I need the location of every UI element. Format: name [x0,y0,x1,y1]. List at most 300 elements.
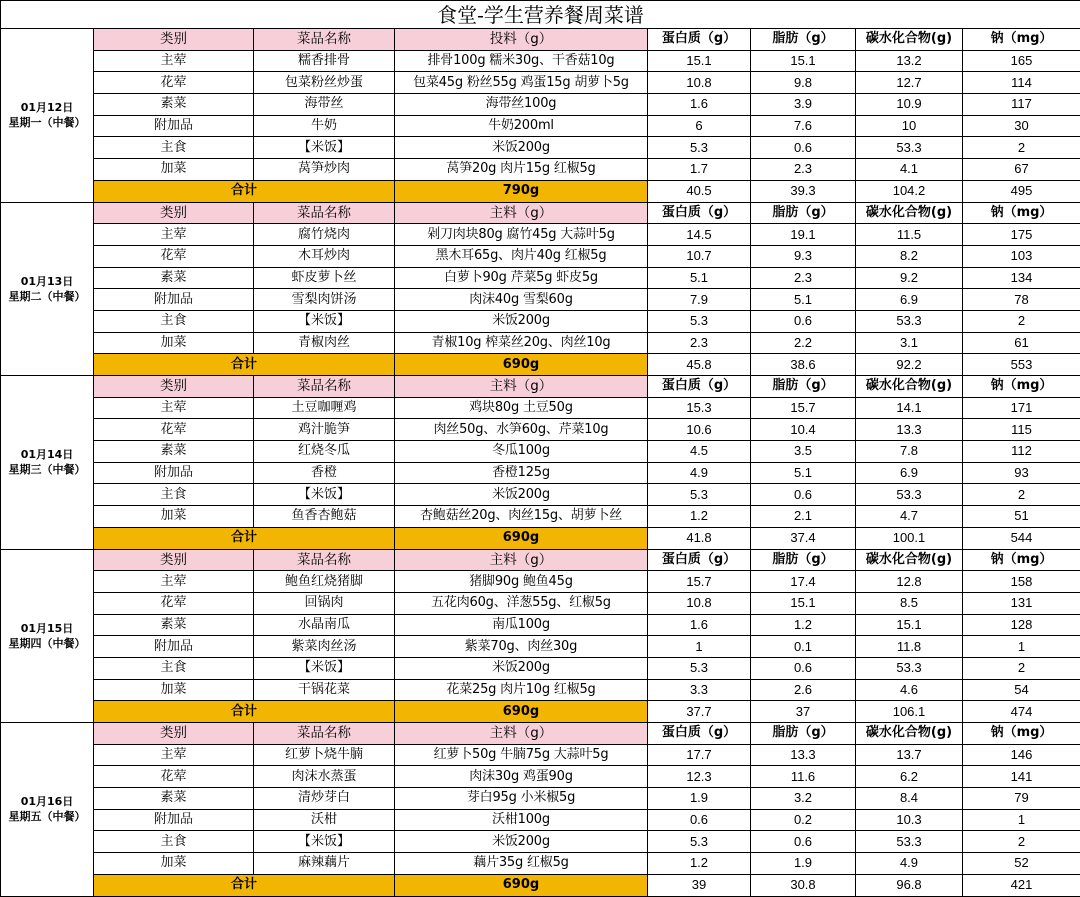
ingredients-cell: 紫菜70g、肉丝30g [395,636,648,658]
protein-cell: 2.3 [648,332,751,354]
dish-name-cell: 雪梨肉饼汤 [254,289,395,311]
carbohydrate-cell: 7.8 [856,441,963,463]
fat-cell: 0.6 [751,831,856,853]
fat-cell: 0.6 [751,484,856,506]
category-cell: 附加品 [94,115,254,137]
fat-cell: 11.6 [751,766,856,788]
sodium-cell: 30 [963,115,1080,137]
total-weight-cell: 690g [395,874,648,896]
dish-name-cell: 牛奶 [254,115,395,137]
day-label-cell [1,549,94,723]
fat-cell: 3.5 [751,441,856,463]
category-cell: 主荤 [94,224,254,246]
sodium-cell: 115 [963,419,1080,441]
ingredients-cell: 红萝卜50g 牛腩75g 大蒜叶5g [395,744,648,766]
total-label-cell: 合计 [94,354,395,376]
sodium-cell: 103 [963,245,1080,267]
sodium-cell: 128 [963,614,1080,636]
carbohydrate-cell: 10.9 [856,94,963,116]
total-sodium-cell: 553 [963,354,1080,376]
dish-name-cell: 【米饭】 [254,137,395,159]
protein-cell: 4.5 [648,441,751,463]
total-sodium-cell: 544 [963,527,1080,549]
dish-name-cell: 麻辣藕片 [254,853,395,875]
ingredients-cell: 猪脚90g 鲍鱼45g [395,571,648,593]
category-cell: 素菜 [94,441,254,463]
total-fat-cell: 30.8 [751,874,856,896]
protein-cell: 10.6 [648,419,751,441]
fat-cell: 2.2 [751,332,856,354]
category-cell: 花荤 [94,766,254,788]
dish-row [1,441,1080,463]
ingredients-cell: 米饭200g [395,484,648,506]
ingredients-header: 投料（g） [395,29,648,51]
sodium-cell: 93 [963,462,1080,484]
sodium-header: 钠（mg） [963,29,1080,51]
ingredients-cell: 肉沫30g 鸡蛋90g [395,766,648,788]
fat-cell: 2.6 [751,679,856,701]
dish-row [1,245,1080,267]
dish-name-header: 菜品名称 [254,29,395,51]
category-cell: 主荤 [94,571,254,593]
carbohydrate-cell: 11.8 [856,636,963,658]
protein-cell: 5.3 [648,484,751,506]
sodium-cell: 1 [963,636,1080,658]
protein-cell: 5.3 [648,310,751,332]
day-weekday: 星期三（中餐） [8,463,86,477]
total-carbohydrate-cell: 106.1 [856,701,963,723]
dish-row [1,636,1080,658]
ingredients-cell: 包菜45g 粉丝55g 鸡蛋15g 胡萝卜5g [395,72,648,94]
dish-row [1,115,1080,137]
ingredients-cell: 黑木耳65g、肉片40g 红椒5g [395,245,648,267]
day-header-row [1,202,1080,224]
category-cell: 花荤 [94,419,254,441]
category-cell: 花荤 [94,592,254,614]
dish-name-cell: 【米饭】 [254,657,395,679]
dish-name-cell: 香橙 [254,462,395,484]
sodium-cell: 1 [963,809,1080,831]
total-fat-cell: 39.3 [751,180,856,202]
fat-cell: 2.3 [751,159,856,181]
carbohydrate-cell: 53.3 [856,657,963,679]
fat-cell: 13.3 [751,744,856,766]
dish-row [1,788,1080,810]
dish-name-header: 菜品名称 [254,549,395,571]
carbohydrate-header: 碳水化合物(g) [856,549,963,571]
fat-cell: 0.2 [751,809,856,831]
dish-name-cell: 紫菜肉丝汤 [254,636,395,658]
sodium-cell: 2 [963,310,1080,332]
dish-row [1,310,1080,332]
dish-row [1,744,1080,766]
fat-cell: 7.6 [751,115,856,137]
dish-row [1,159,1080,181]
category-cell: 主荤 [94,744,254,766]
dish-row [1,679,1080,701]
total-label-cell: 合计 [94,180,395,202]
category-cell: 素菜 [94,267,254,289]
sodium-cell: 61 [963,332,1080,354]
category-cell: 附加品 [94,809,254,831]
dish-name-cell: 清炒芽白 [254,788,395,810]
day-header-row [1,549,1080,571]
dish-name-cell: 红烧冬瓜 [254,441,395,463]
sodium-cell: 146 [963,744,1080,766]
ingredients-cell: 芽白95g 小米椒5g [395,788,648,810]
day-label-cell [1,376,94,550]
protein-header: 蛋白质（g） [648,202,751,224]
sodium-header: 钠（mg） [963,376,1080,398]
protein-cell: 1.9 [648,788,751,810]
sodium-header: 钠（mg） [963,723,1080,745]
total-row [1,180,1080,202]
fat-cell: 0.1 [751,636,856,658]
protein-cell: 14.5 [648,224,751,246]
protein-cell: 10.8 [648,592,751,614]
protein-cell: 5.3 [648,657,751,679]
protein-cell: 1.6 [648,94,751,116]
ingredients-cell: 肉沫40g 雪梨60g [395,289,648,311]
dish-row [1,94,1080,116]
fat-header: 脂肪（g） [751,29,856,51]
fat-cell: 1.2 [751,614,856,636]
category-cell: 加菜 [94,679,254,701]
ingredients-cell: 海带丝100g [395,94,648,116]
day-date: 01月12日 [20,101,74,115]
dish-name-cell: 鲍鱼红烧猪脚 [254,571,395,593]
ingredients-cell: 米饭200g [395,310,648,332]
dish-row [1,506,1080,528]
protein-cell: 5.3 [648,137,751,159]
protein-cell: 1.2 [648,853,751,875]
total-sodium-cell: 474 [963,701,1080,723]
protein-cell: 15.3 [648,397,751,419]
category-cell: 附加品 [94,462,254,484]
total-carbohydrate-cell: 104.2 [856,180,963,202]
protein-cell: 3.3 [648,679,751,701]
fat-header: 脂肪（g） [751,723,856,745]
dish-name-cell: 【米饭】 [254,831,395,853]
sodium-cell: 165 [963,50,1080,72]
fat-cell: 5.1 [751,462,856,484]
category-cell: 附加品 [94,636,254,658]
total-weight-cell: 790g [395,180,648,202]
carbohydrate-cell: 4.9 [856,853,963,875]
day-date: 01月14日 [20,448,74,462]
sodium-cell: 171 [963,397,1080,419]
carbohydrate-cell: 10.3 [856,809,963,831]
ingredients-cell: 南瓜100g [395,614,648,636]
fat-header: 脂肪（g） [751,549,856,571]
sodium-cell: 2 [963,484,1080,506]
dish-name-cell: 土豆咖喱鸡 [254,397,395,419]
protein-cell: 1.7 [648,159,751,181]
dish-row [1,72,1080,94]
total-row [1,701,1080,723]
ingredients-cell: 花菜25g 肉片10g 红椒5g [395,679,648,701]
carbohydrate-cell: 3.1 [856,332,963,354]
protein-cell: 1.6 [648,614,751,636]
fat-cell: 3.9 [751,94,856,116]
fat-cell: 15.1 [751,50,856,72]
carbohydrate-header: 碳水化合物(g) [856,202,963,224]
dish-name-cell: 包菜粉丝炒蛋 [254,72,395,94]
protein-cell: 7.9 [648,289,751,311]
total-row [1,527,1080,549]
dish-row [1,462,1080,484]
category-cell: 主食 [94,310,254,332]
dish-name-header: 菜品名称 [254,723,395,745]
carbohydrate-cell: 13.2 [856,50,963,72]
total-label-cell: 合计 [94,701,395,723]
dish-row [1,397,1080,419]
category-cell: 主食 [94,657,254,679]
carbohydrate-cell: 8.2 [856,245,963,267]
ingredients-cell: 冬瓜100g [395,441,648,463]
total-fat-cell: 37.4 [751,527,856,549]
carbohydrate-cell: 8.4 [856,788,963,810]
day-label-cell [1,202,94,376]
day-date: 01月16日 [20,795,74,809]
sodium-cell: 112 [963,441,1080,463]
ingredients-cell: 藕片35g 红椒5g [395,853,648,875]
total-protein-cell: 45.8 [648,354,751,376]
day-header-row [1,723,1080,745]
protein-cell: 1.2 [648,506,751,528]
protein-cell: 5.3 [648,831,751,853]
dish-row [1,419,1080,441]
sodium-cell: 79 [963,788,1080,810]
carbohydrate-cell: 4.6 [856,679,963,701]
total-carbohydrate-cell: 100.1 [856,527,963,549]
dish-name-header: 菜品名称 [254,202,395,224]
dish-name-cell: 糯香排骨 [254,50,395,72]
sodium-header: 钠（mg） [963,202,1080,224]
dish-name-cell: 海带丝 [254,94,395,116]
protein-cell: 15.1 [648,50,751,72]
day-weekday: 星期二（中餐） [8,289,86,303]
dish-name-cell: 鸡汁脆笋 [254,419,395,441]
protein-cell: 15.7 [648,571,751,593]
protein-cell: 1 [648,636,751,658]
sodium-cell: 114 [963,72,1080,94]
dish-row [1,766,1080,788]
dish-name-cell: 红萝卜烧牛腩 [254,744,395,766]
dish-name-cell: 【米饭】 [254,484,395,506]
total-weight-cell: 690g [395,527,648,549]
carbohydrate-cell: 13.3 [856,419,963,441]
carbohydrate-cell: 10 [856,115,963,137]
total-protein-cell: 41.8 [648,527,751,549]
protein-cell: 4.9 [648,462,751,484]
sodium-cell: 52 [963,853,1080,875]
carbohydrate-cell: 15.1 [856,614,963,636]
dish-name-cell: 木耳炒肉 [254,245,395,267]
fat-cell: 3.2 [751,788,856,810]
fat-cell: 17.4 [751,571,856,593]
ingredients-cell: 香橙125g [395,462,648,484]
dish-row [1,137,1080,159]
ingredients-cell: 青椒10g 榨菜丝20g、肉丝10g [395,332,648,354]
dish-name-cell: 青椒肉丝 [254,332,395,354]
protein-cell: 5.1 [648,267,751,289]
sodium-cell: 158 [963,571,1080,593]
carbohydrate-cell: 6.9 [856,462,963,484]
dish-name-cell: 水晶南瓜 [254,614,395,636]
day-label-cell [1,723,94,897]
dish-row [1,571,1080,593]
category-cell: 加菜 [94,332,254,354]
category-cell: 主荤 [94,397,254,419]
carbohydrate-cell: 13.7 [856,744,963,766]
carbohydrate-cell: 11.5 [856,224,963,246]
carbohydrate-cell: 6.2 [856,766,963,788]
dish-name-cell: 鱼香杏鲍菇 [254,506,395,528]
total-protein-cell: 40.5 [648,180,751,202]
protein-header: 蛋白质（g） [648,549,751,571]
ingredients-cell: 米饭200g [395,831,648,853]
carbohydrate-cell: 53.3 [856,831,963,853]
sodium-cell: 175 [963,224,1080,246]
carbohydrate-cell: 53.3 [856,310,963,332]
day-date: 01月15日 [20,621,74,635]
carbohydrate-header: 碳水化合物(g) [856,376,963,398]
sodium-cell: 2 [963,831,1080,853]
sodium-cell: 51 [963,506,1080,528]
sodium-cell: 131 [963,592,1080,614]
fat-cell: 0.6 [751,310,856,332]
sodium-header: 钠（mg） [963,549,1080,571]
protein-cell: 0.6 [648,809,751,831]
category-cell: 素菜 [94,614,254,636]
total-weight-cell: 690g [395,354,648,376]
ingredients-cell: 米饭200g [395,657,648,679]
sodium-cell: 67 [963,159,1080,181]
fat-cell: 9.3 [751,245,856,267]
category-header: 类别 [94,29,254,51]
dish-row [1,484,1080,506]
dish-name-cell: 回锅肉 [254,592,395,614]
category-cell: 加菜 [94,853,254,875]
dish-row [1,809,1080,831]
dish-name-cell: 干锅花菜 [254,679,395,701]
protein-cell: 12.3 [648,766,751,788]
category-header: 类别 [94,549,254,571]
fat-cell: 15.7 [751,397,856,419]
dish-name-cell: 沃柑 [254,809,395,831]
carbohydrate-header: 碳水化合物(g) [856,29,963,51]
total-sodium-cell: 421 [963,874,1080,896]
dish-row [1,831,1080,853]
fat-cell: 9.8 [751,72,856,94]
carbohydrate-cell: 14.1 [856,397,963,419]
dish-name-cell: 【米饭】 [254,310,395,332]
category-cell: 素菜 [94,94,254,116]
day-date: 01月13日 [20,274,74,288]
protein-header: 蛋白质（g） [648,29,751,51]
carbohydrate-cell: 8.5 [856,592,963,614]
ingredients-cell: 排骨100g 糯米30g、干香菇10g [395,50,648,72]
fat-cell: 0.6 [751,657,856,679]
day-weekday: 星期五（中餐） [8,810,86,824]
total-row [1,874,1080,896]
carbohydrate-cell: 12.8 [856,571,963,593]
fat-cell: 19.1 [751,224,856,246]
protein-cell: 17.7 [648,744,751,766]
day-header-row [1,376,1080,398]
dish-row [1,50,1080,72]
ingredients-cell: 白萝卜90g 芹菜5g 虾皮5g [395,267,648,289]
day-label-cell [1,29,94,203]
category-header: 类别 [94,376,254,398]
ingredients-cell: 五花肉60g、洋葱55g、红椒5g [395,592,648,614]
ingredients-cell: 沃柑100g [395,809,648,831]
fat-cell: 5.1 [751,289,856,311]
ingredients-cell: 牛奶200ml [395,115,648,137]
dish-row [1,657,1080,679]
ingredients-cell: 鸡块80g 土豆50g [395,397,648,419]
carbohydrate-cell: 9.2 [856,267,963,289]
sodium-cell: 117 [963,94,1080,116]
fat-cell: 2.1 [751,506,856,528]
fat-header: 脂肪（g） [751,376,856,398]
category-header: 类别 [94,723,254,745]
carbohydrate-cell: 4.7 [856,506,963,528]
fat-cell: 1.9 [751,853,856,875]
total-protein-cell: 39 [648,874,751,896]
category-cell: 加菜 [94,506,254,528]
carbohydrate-cell: 12.7 [856,72,963,94]
fat-cell: 15.1 [751,592,856,614]
sodium-cell: 134 [963,267,1080,289]
ingredients-header: 主料（g） [395,376,648,398]
dish-row [1,267,1080,289]
day-header-row [1,29,1080,51]
dish-name-cell: 肉沫水蒸蛋 [254,766,395,788]
dish-name-cell: 腐竹烧肉 [254,224,395,246]
total-sodium-cell: 495 [963,180,1080,202]
sodium-cell: 2 [963,657,1080,679]
ingredients-cell: 杏鲍菇丝20g、肉丝15g、胡萝卜丝 [395,506,648,528]
fat-header: 脂肪（g） [751,202,856,224]
total-weight-cell: 690g [395,701,648,723]
fat-cell: 0.6 [751,137,856,159]
ingredients-cell: 剁刀肉块80g 腐竹45g 大蒜叶5g [395,224,648,246]
total-carbohydrate-cell: 96.8 [856,874,963,896]
category-cell: 花荤 [94,245,254,267]
protein-cell: 6 [648,115,751,137]
dish-row [1,289,1080,311]
category-cell: 主食 [94,831,254,853]
sodium-cell: 78 [963,289,1080,311]
total-protein-cell: 37.7 [648,701,751,723]
carbohydrate-cell: 53.3 [856,137,963,159]
protein-cell: 10.8 [648,72,751,94]
total-carbohydrate-cell: 92.2 [856,354,963,376]
protein-header: 蛋白质（g） [648,376,751,398]
sodium-cell: 141 [963,766,1080,788]
fat-cell: 2.3 [751,267,856,289]
category-cell: 加菜 [94,159,254,181]
total-fat-cell: 38.6 [751,354,856,376]
dish-row [1,614,1080,636]
category-cell: 附加品 [94,289,254,311]
carbohydrate-cell: 53.3 [856,484,963,506]
dish-row [1,592,1080,614]
carbohydrate-cell: 4.1 [856,159,963,181]
dish-row [1,332,1080,354]
